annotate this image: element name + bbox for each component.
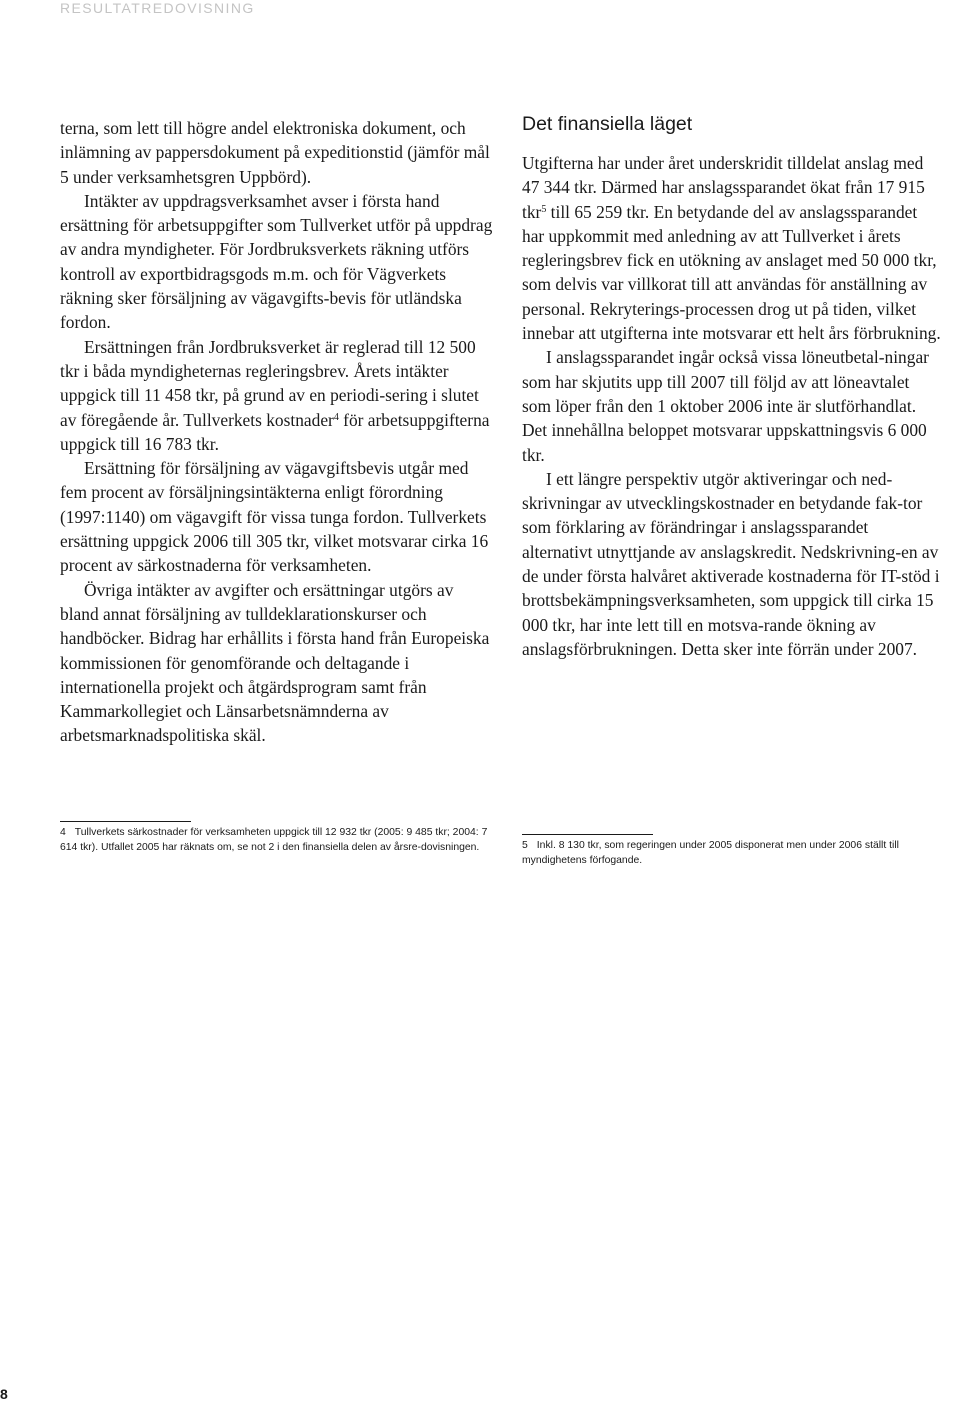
paragraph: Övriga intäkter av avgifter och ersättningar utgörs av bland annat försäljning av tulldeklarationskurser och handböcker. Bidrag har erhållits i första hand från Europeiska kommissionen för genomförande och deltagande i internationella projekt och åtgärdsprogram samt från Kammarkollegiet och Länsarbetsnämnderna av arbetsmarknadspolitiska skäl.	[60, 579, 490, 746]
paragraph: I ett längre perspektiv utgör aktiveringar och ned-skrivningar av utvecklingskostnader en betydande fak-tor som förklaring av förändringar i anslagssparandet alternativt utnyttjande av anslagskredit. Nedskrivning-en av de under första halvåret aktiverade kostnaderna för IT-stöd i brottsbekämpningsverksamheten, som uppgick till cirka 15 000 tkr, har inte lett till en motsva-rande ökning av anslagsförbrukningen. Detta sker inte förrän under 2007.	[522, 468, 940, 659]
footnote-4	[60, 826, 500, 855]
footnote-ref-4: 4	[333, 411, 339, 423]
right-column	[522, 112, 942, 661]
paragraph-text: Ersättningen från Jordbruksverket är reglerad till 12 500 tkr i båda myndigheternas regleringsbrev. Årets intäkter uppgick till 11 458 tkr, på grund av en periodi-sering i slutet av föregående år. Tullverkets kostnader	[60, 336, 479, 430]
footnote-number: 4	[60, 827, 66, 838]
paragraph: I anslagssparandet ingår också vissa löneutbetal-ningar som har skjutits upp till 2007 till följd av att löneavtalet som löper från den 1 oktober 2006 inte är slutförhandlat. Det innehållna beloppet motsvarar uppskattningsvis 6 000 tkr.	[522, 347, 929, 465]
paragraph-text: Utgifterna har under året underskridit tilldelat anslag med 47 344 tkr. Därmed har anslagssparandet ökat från 17 915 tkr	[522, 153, 925, 222]
paragraph: terna, som lett till högre andel elektroniska dokument, och inlämning av pappersdokument på expeditionstid (jämför mål 5 under verksamhetsgren Uppbörd).	[60, 118, 490, 187]
footnote-5	[522, 839, 942, 868]
footnote-text: Tullverkets särkostnader för verksamheten uppgick till 12 932 tkr (2005: 9 485 tkr; 2004: 7 614 tkr). Utfallet 2005 har räknats om, se not 2 i den finansiella delen av årsre-dovisningen.	[60, 827, 488, 853]
section-heading: Det finansiella läget	[522, 113, 693, 135]
footnote-number: 5	[522, 840, 528, 851]
footnote-divider	[60, 821, 191, 822]
left-column	[60, 116, 496, 748]
paragraph-text: till 65 259 tkr. En betydande del av anslagssparandet har uppkommit med anledning av att Tullverket i årets regleringsbrev fick en utökning av anslaget med 50 000 tkr, som delvis var villkorat till att användas för anställning av personal. Rekryterings-processen drog ut på tiden, vilket innebar att utgifterna inte motsvarar ett helt års förbrukning.	[522, 201, 941, 344]
paragraph: Ersättning för försäljning av vägavgiftsbevis utgår med fem procent av försäljningsintäkterna enligt förordning (1997:1140) om vägavgift för vissa tunga fordon. Tullverkets ersättning uppgick 2006 till 305 tkr, vilket motsvarar cirka 16 procent av särkostnaderna för verksamheten.	[60, 458, 489, 576]
footnote-ref-5: 5	[541, 203, 547, 215]
footnote-text: Inkl. 8 130 tkr, som regeringen under 2005 disponerat men under 2006 ställt till myndighetens förfogande.	[522, 840, 899, 866]
running-header: RESULTATREDOVISNING	[60, 0, 255, 16]
page-number: 8	[0, 1386, 8, 1402]
paragraph	[60, 335, 496, 456]
paragraph: Intäkter av uppdragsverksamhet avser i första hand ersättning för arbetsuppgifter som Tullverket utför på uppdrag av andra myndigheter. För Jordbruksverkets räkning utförs kontroll av exportbidragsgods m.m. och för Vägverkets räkning sker försäljning av vägavgifts-bevis för utländska fordon.	[60, 190, 493, 333]
paragraph-text: för arbetsuppgifterna uppgick till 16 783 tkr.	[60, 409, 490, 454]
footnote-divider	[522, 834, 653, 835]
paragraph	[522, 151, 942, 345]
